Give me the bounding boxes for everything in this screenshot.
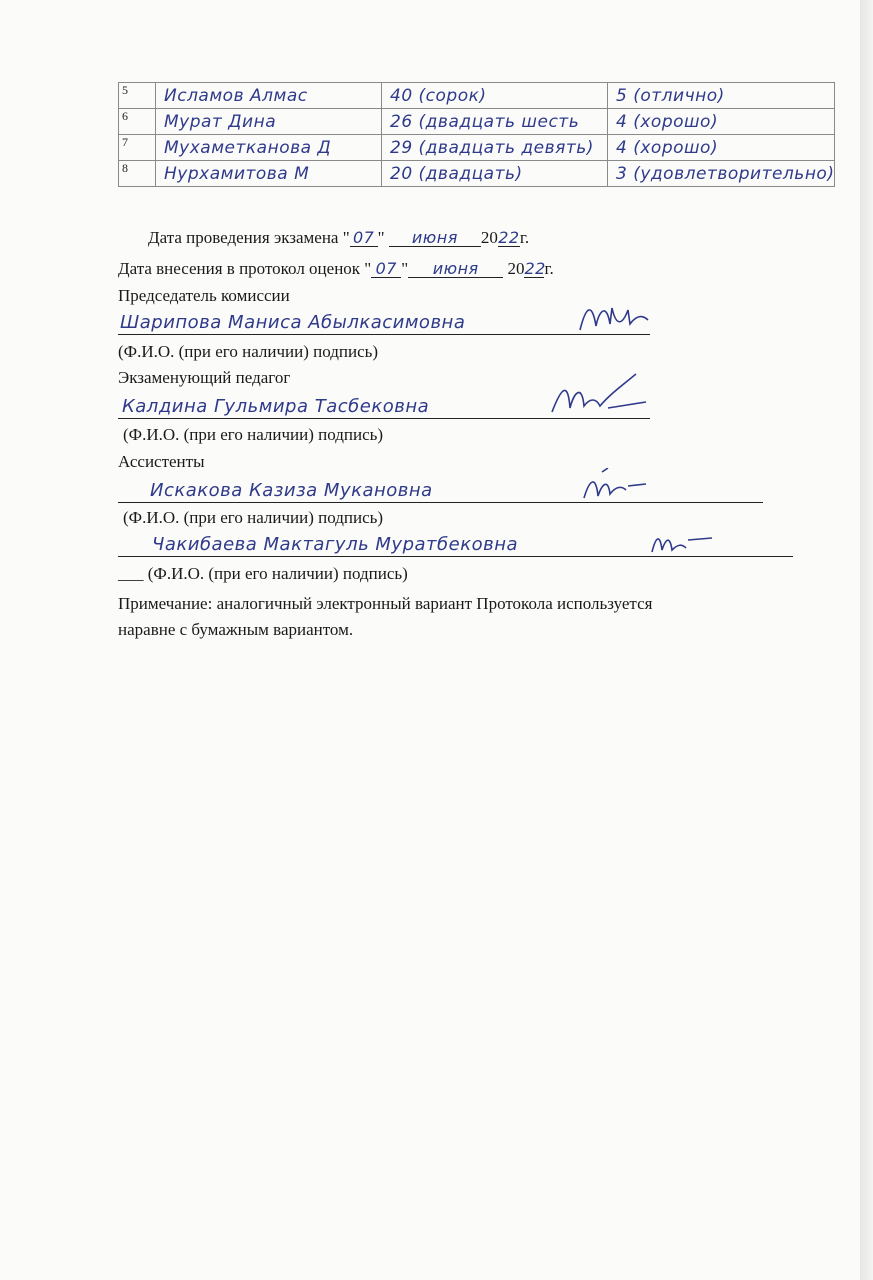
exam-date-year-prefix: 20 (480, 228, 498, 247)
protocol-date-tail: г. (544, 259, 554, 278)
exam-date-month (389, 230, 481, 247)
protocol-date-year (524, 261, 544, 278)
row-number: 6 (119, 109, 156, 135)
examiner-heading: Экзаменующий педагог (118, 368, 291, 387)
protocol-date-month (408, 261, 503, 278)
examiner-caption: (Ф.И.О. (при его наличии) подпись) (123, 425, 384, 444)
grades-table (118, 82, 835, 187)
exam-date-label: Дата проведения экзамена " (148, 228, 350, 247)
protocol-date-label: Дата внесения в протокол оценок " (118, 259, 372, 278)
assistant-2-caption: ___ (Ф.И.О. (при его наличии) подпись) (118, 564, 408, 583)
note-line-2: наравне с бумажным вариантом. (118, 620, 354, 639)
assistant-2-name: Чакибаева Мактагуль Муратбековна (152, 534, 518, 555)
examiner-name: Калдина Гульмира Тасбековна (122, 396, 430, 417)
student-name (156, 109, 382, 135)
student-name (156, 83, 382, 109)
note-line-1: Примечание: аналогичный электронный вариант Протокола используется (118, 594, 653, 613)
protocol-date-day (371, 261, 401, 278)
assistant-1-signature-line (118, 480, 763, 503)
student-score-text: 29 (двадцать девять) (390, 138, 594, 158)
student-score (382, 161, 608, 187)
exam-date-year (498, 230, 520, 247)
student-score (382, 135, 608, 161)
assistant-2-signature-line (118, 534, 793, 557)
student-name (156, 135, 382, 161)
signature-icon (576, 296, 652, 336)
protocol-date-line (118, 259, 554, 279)
student-grade (608, 109, 835, 135)
exam-date-tail: г. (519, 228, 530, 247)
exam-date-year-text: 22 (498, 228, 520, 247)
exam-date-line (148, 228, 529, 248)
chairman-signature-line (118, 312, 650, 335)
student-name-text: Исламов Алмас (164, 86, 308, 106)
student-grade (608, 135, 835, 161)
student-score-text: 26 (двадцать шесть (390, 112, 580, 132)
examiner-signature-line (118, 396, 650, 419)
student-name-text: Мухаметканова Д (164, 138, 332, 158)
student-name (156, 161, 382, 187)
student-score (382, 109, 608, 135)
chairman-caption: (Ф.И.О. (при его наличии) подпись) (118, 342, 379, 361)
protocol-date-day-text: 07 (375, 259, 397, 278)
student-grade (608, 83, 835, 109)
student-name-text: Нурхамитова М (164, 164, 310, 184)
protocol-date-year-text: 22 (524, 259, 546, 278)
assistant-1-caption: (Ф.И.О. (при его наличии) подпись) (123, 508, 384, 527)
protocol-date-month-text: июня (432, 259, 479, 278)
exam-date-month-text: июня (411, 228, 458, 247)
page-edge (860, 0, 873, 1280)
chairman-name: Шарипова Маниса Абылкасимовна (120, 312, 466, 333)
student-grade-text: 4 (хорошо) (616, 112, 719, 132)
student-score (382, 83, 608, 109)
assistant-1-name: Искакова Казиза Мукановна (150, 480, 433, 501)
table-row (119, 109, 835, 135)
table-row (119, 83, 835, 109)
student-score-text: 20 (двадцать) (390, 164, 523, 184)
student-grade-text: 5 (отлично) (616, 86, 725, 106)
exam-date-day (350, 230, 378, 247)
student-name-text: Мурат Дина (164, 112, 277, 132)
table-row (119, 161, 835, 187)
protocol-date-year-prefix: 20 (507, 259, 525, 278)
signature-icon (648, 524, 718, 558)
exam-date-day-text: 07 (352, 228, 375, 247)
exam-date-quote: " (377, 228, 385, 247)
student-score-text: 40 (сорок) (390, 86, 487, 106)
chairman-heading: Председатель комиссии (118, 286, 290, 305)
row-number: 8 (119, 161, 156, 187)
signature-icon (548, 372, 648, 420)
student-grade-text: 4 (хорошо) (616, 138, 719, 158)
table-row (119, 135, 835, 161)
assistants-heading: Ассистенты (118, 452, 205, 471)
row-number: 7 (119, 135, 156, 161)
student-grade-text: 3 (удовлетворительно) (616, 164, 835, 184)
protocol-date-quote: " (401, 259, 409, 278)
signature-icon (580, 468, 650, 504)
student-grade (608, 161, 835, 187)
row-number: 5 (119, 83, 156, 109)
